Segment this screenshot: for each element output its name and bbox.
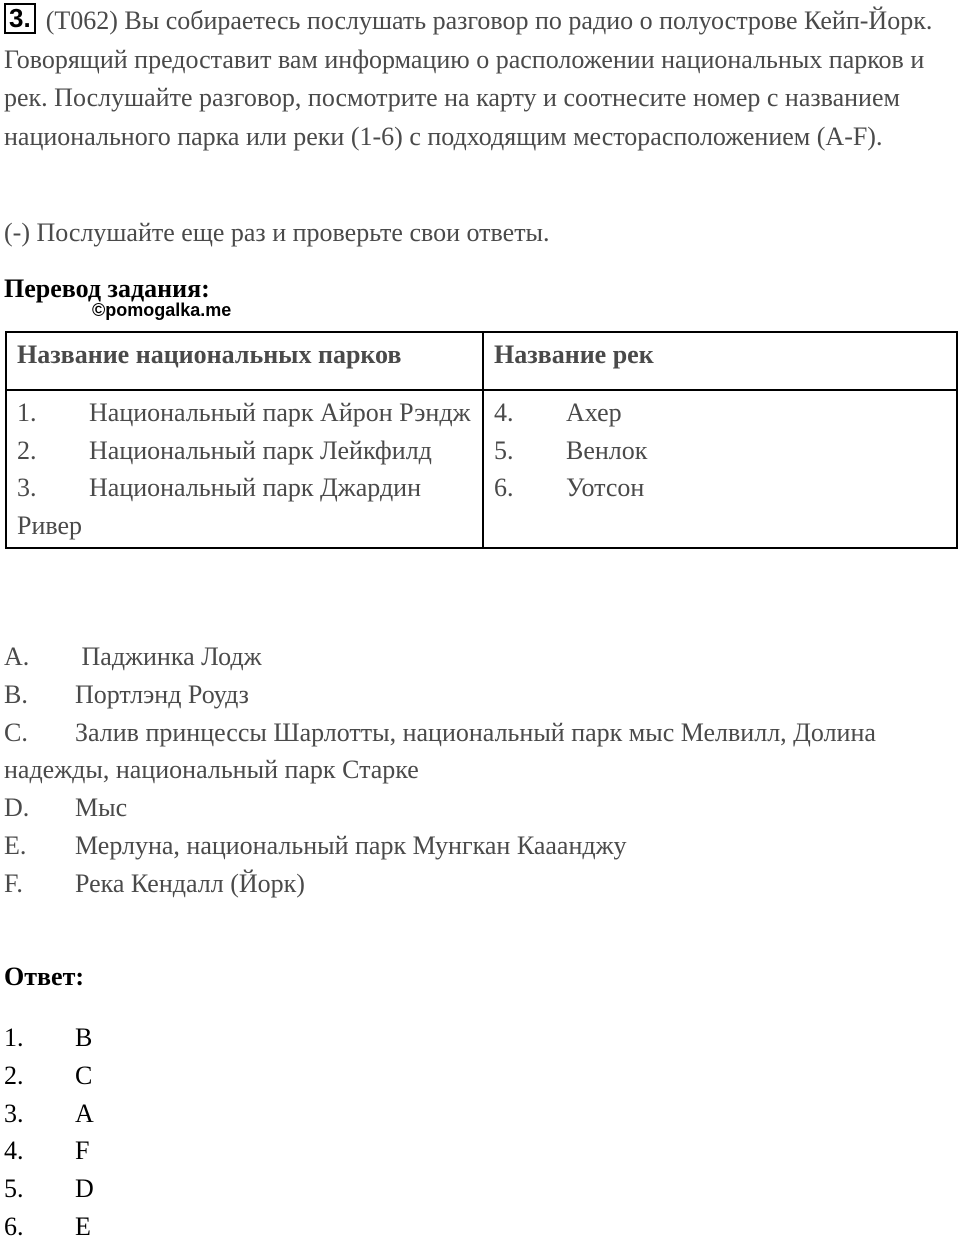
park-name: Национальный парк Лейкфилд	[89, 435, 432, 465]
rivers-column-header: Название рек	[483, 332, 957, 390]
river-item	[494, 394, 946, 432]
answer-letter: A	[75, 1098, 94, 1128]
location-text: Паджинка Лодж	[75, 642, 262, 671]
answer-letter: B	[75, 1023, 93, 1052]
answer-letter: D	[75, 1174, 94, 1204]
location-text: Залив принцессы Шарлотты, национальный парк мыс Мелвилл, Долина надежды, национальный парк Старке	[4, 717, 876, 785]
locations-list	[4, 638, 959, 903]
answer-letter: E	[75, 1211, 91, 1241]
answer-number: 4.	[4, 1136, 24, 1166]
rivers-cell	[483, 390, 957, 548]
park-name: Национальный парк Айрон Рэндж	[89, 398, 471, 427]
river-number: 6.	[494, 473, 514, 502]
names-table	[5, 331, 958, 549]
location-letter: F.	[4, 868, 23, 898]
listen-again-text: (-) Послушайте еще раз и проверьте свои ответы.	[4, 218, 550, 247]
location-text: Река Кендалл (Йорк)	[75, 868, 305, 898]
location-letter: C.	[4, 717, 28, 747]
answer-number: 1.	[4, 1023, 24, 1052]
river-item	[494, 469, 946, 507]
river-name: Венлок	[566, 435, 648, 465]
answers-list	[4, 1019, 94, 1246]
location-item	[4, 638, 959, 676]
answer-number: 6.	[4, 1211, 24, 1241]
table-header-row	[6, 332, 957, 390]
park-item	[17, 432, 472, 470]
watermark: ©pomogalka.me	[92, 300, 232, 320]
river-name: Уотсон	[566, 473, 645, 502]
river-name: Ахер	[566, 398, 622, 427]
park-name: Национальный парк Джардин Ривер	[17, 473, 421, 540]
answer-letter: F	[75, 1136, 90, 1166]
parks-column-header: Название национальных парков	[6, 332, 483, 390]
location-item	[4, 676, 959, 714]
answer-item	[4, 1170, 94, 1208]
river-number: 4.	[494, 398, 514, 427]
answer-number: 5.	[4, 1174, 24, 1204]
task-paragraph	[4, 2, 954, 156]
answer-number: 2.	[4, 1060, 24, 1090]
river-item	[494, 432, 946, 470]
location-text: Мыс	[75, 793, 128, 823]
table-row	[6, 390, 957, 548]
park-number: 1.	[17, 398, 37, 427]
location-letter: B.	[4, 679, 28, 709]
answer-item	[4, 1057, 94, 1095]
location-item	[4, 827, 959, 865]
park-number: 2.	[17, 435, 37, 465]
location-letter: A.	[4, 642, 30, 671]
location-item	[4, 789, 959, 827]
answer-item	[4, 1132, 94, 1170]
translation-heading: Перевод задания:	[4, 274, 210, 303]
answer-item	[4, 1208, 94, 1246]
location-text: Мерлуна, национальный парк Мунгкан Кааанджу	[75, 830, 627, 860]
task-text: (T062) Вы собираетесь послушать разговор по радио о полуострове Кейп-Йорк. Говорящий предоставит вам информацию о расположении национальных парков и рек. Послушайте разговор, посмотрите на карту и соотнесите номер с названием национального парка или реки (1-6) с подходящим месторасположением (A-F).	[4, 6, 933, 151]
location-letter: D.	[4, 793, 30, 823]
answer-item	[4, 1095, 94, 1133]
task-number-badge: 3.	[4, 3, 36, 34]
answer-item	[4, 1019, 94, 1057]
answer-number: 3.	[4, 1098, 24, 1128]
answer-letter: C	[75, 1060, 93, 1090]
park-number: 3.	[17, 473, 37, 502]
location-letter: E.	[4, 830, 27, 860]
answer-heading: Ответ:	[4, 962, 85, 991]
river-number: 5.	[494, 435, 514, 465]
parks-cell	[6, 390, 483, 548]
location-item	[4, 865, 959, 903]
park-item	[17, 394, 472, 432]
park-item	[17, 469, 472, 544]
location-text: Портлэнд Роудз	[75, 679, 249, 709]
location-item	[4, 714, 959, 790]
